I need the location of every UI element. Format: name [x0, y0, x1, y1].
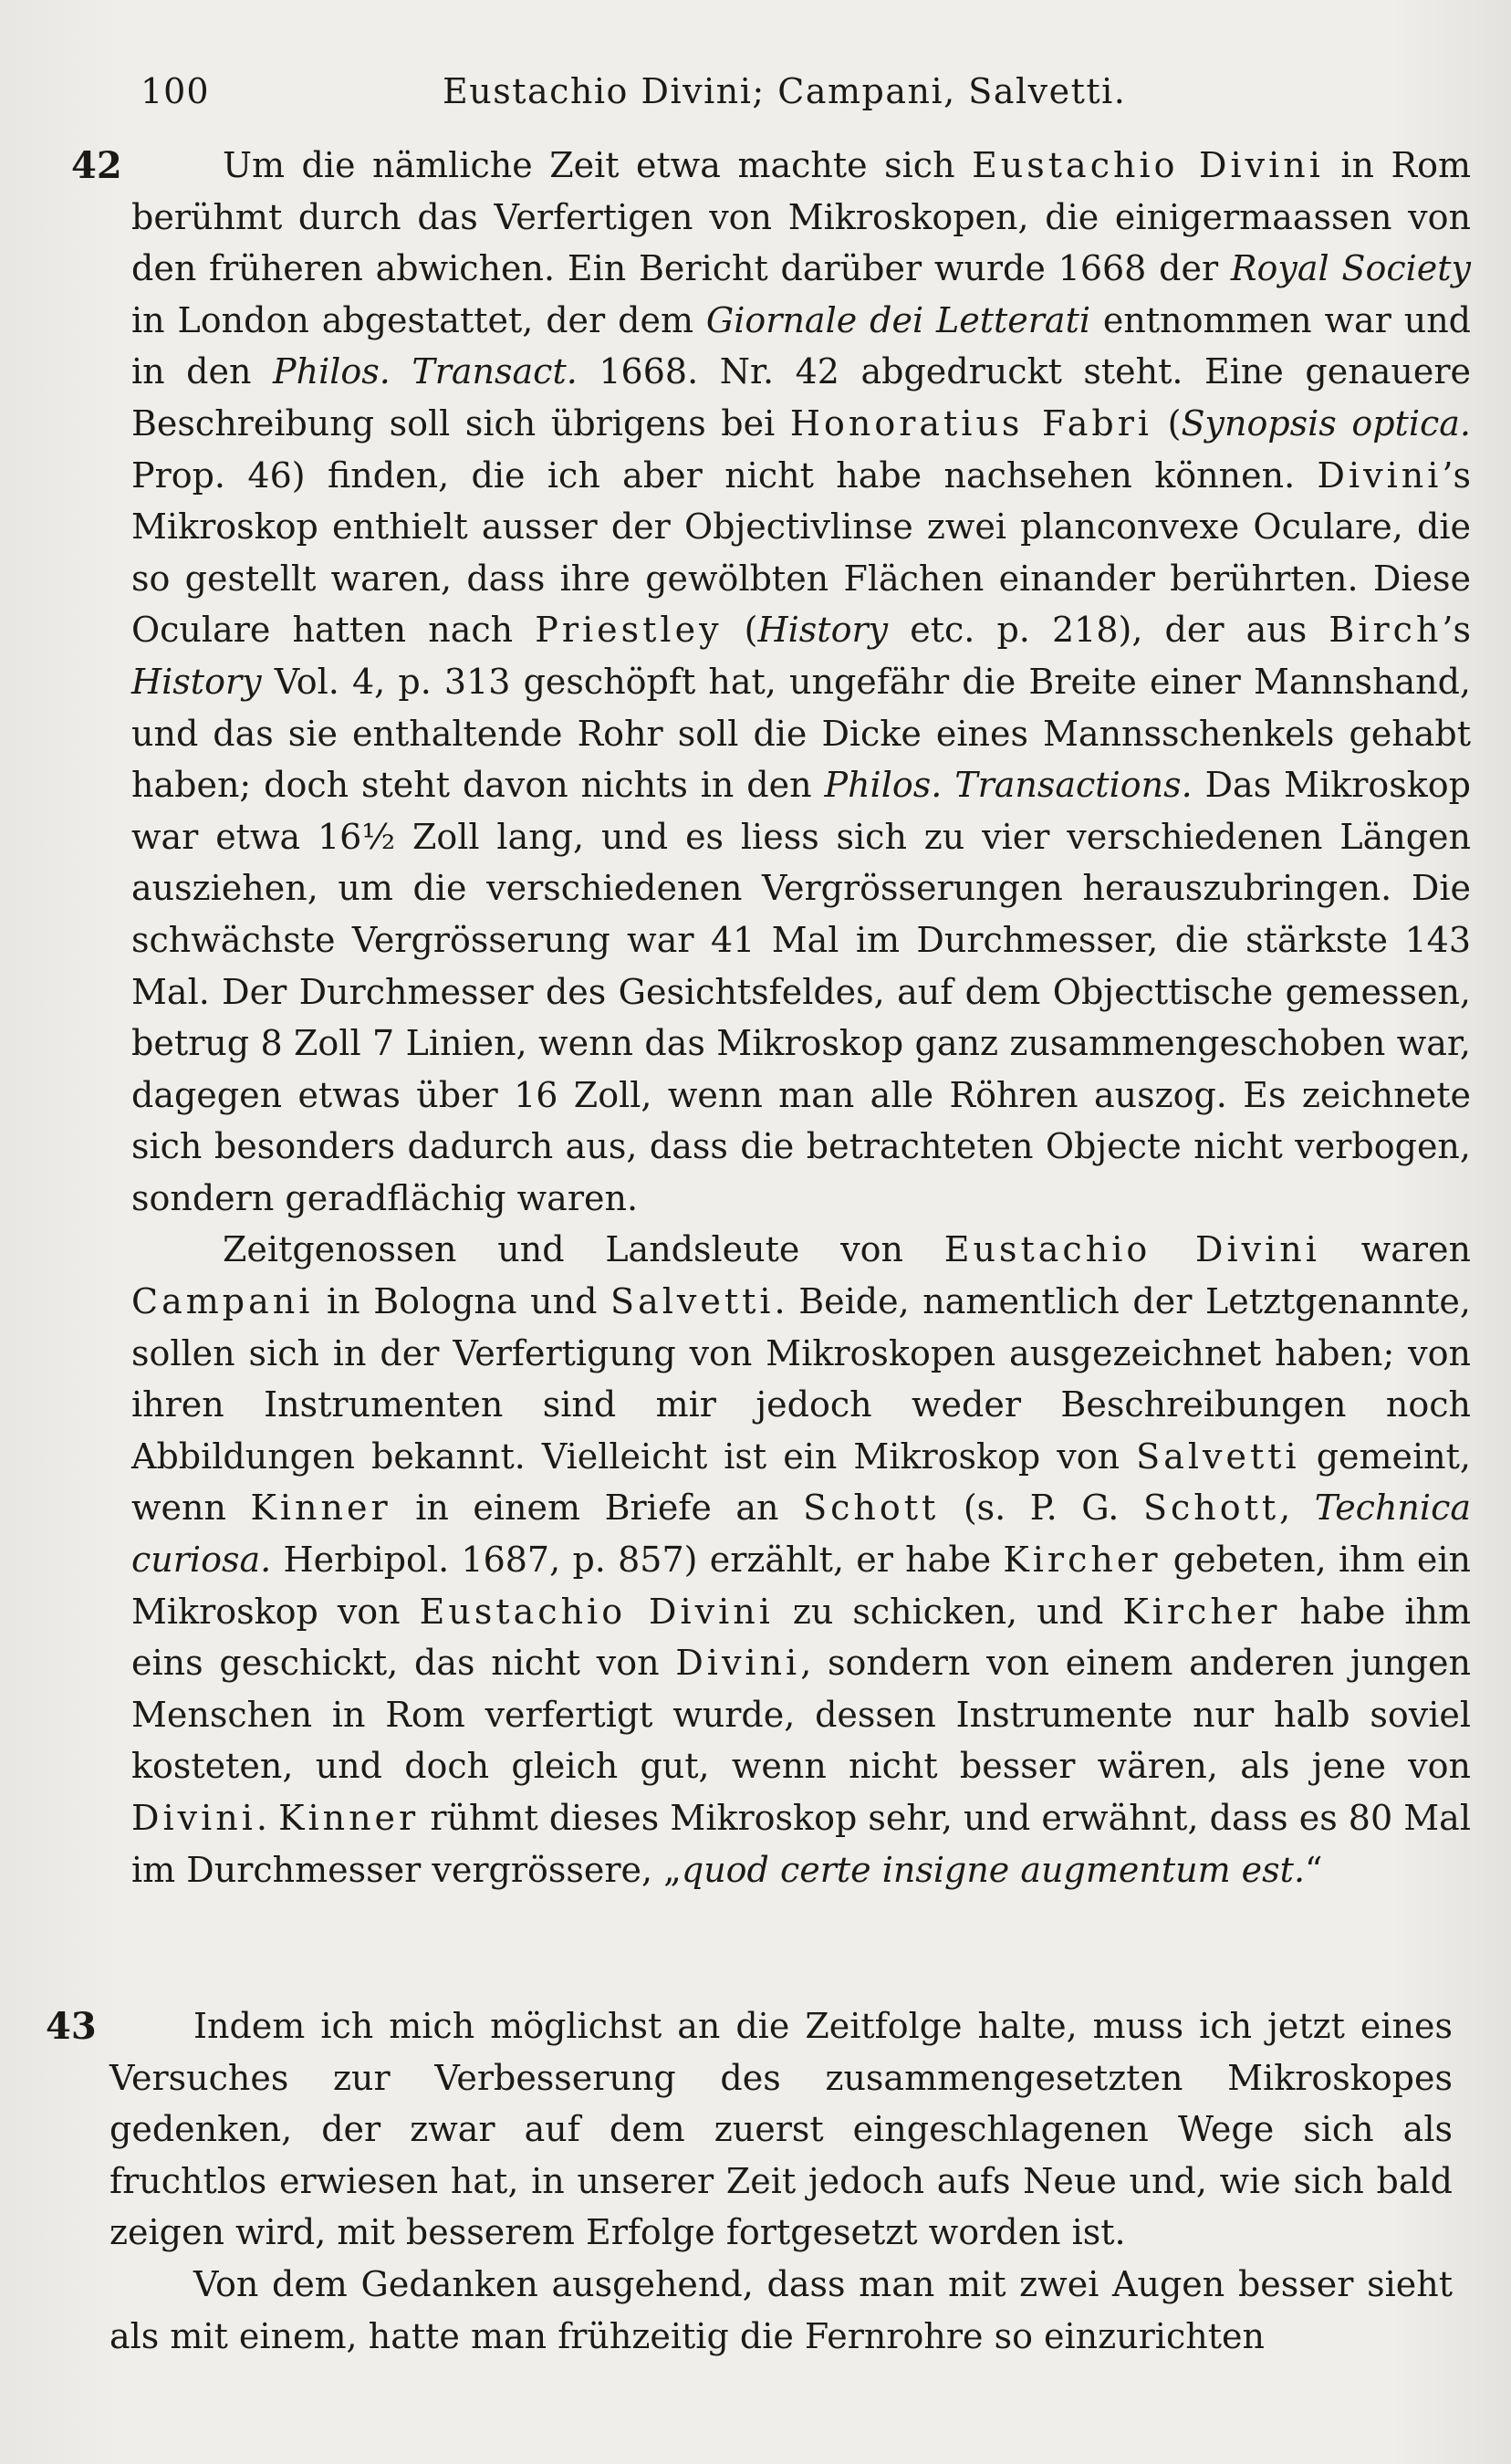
spaced-name: Eustachio Divini	[972, 145, 1324, 185]
text-run: .	[255, 1798, 279, 1838]
paragraph	[131, 140, 1471, 1224]
spaced-name: Eustachio Divini	[943, 1229, 1320, 1270]
italic-text: History	[131, 661, 262, 702]
italic-text: Synopsis optica.	[1181, 402, 1472, 444]
text-run: Zeitgenossen und Landsleute von	[223, 1229, 944, 1270]
text-run: (s. P. G.	[939, 1488, 1143, 1529]
text-run: rühmt dieses Mikroskop sehr, und erwähnt, dass es 80 Mal im Durchmesser vergrössere, „	[131, 1798, 1471, 1890]
text-run: ’s Mikroskop enthielt ausser der Objectivlinse zwei planconvexe Oculare, die so gestellt waren, dass ihre gewölbten Flächen einander berührten. Diese Oculare hatten nach	[131, 454, 1471, 651]
spaced-name: Schott	[803, 1488, 940, 1529]
spaced-name: Eustachio Divini	[419, 1591, 774, 1632]
text-run: (	[722, 610, 758, 651]
text-run: , sondern von einem anderen jungen Menschen in Rom verfertigt wurde, dessen Instrumente nur halb soviel kosteten, und doch gleich gut, wenn nicht besser wären, als jene von	[131, 1643, 1471, 1787]
page-header	[137, 66, 1232, 120]
text-run: gebeten, ihm ein Mikroskop von	[131, 1540, 1471, 1632]
text-run: in Rom berühmt durch das Verfertigen von Mikroskopen, die einigermaassen von den früheren abwichen. Ein Bericht darüber wurde 1668 der	[131, 145, 1471, 289]
text-run: Vol. 4, p. 313 geschöpft hat, ungefähr die Breite einer Mannshand, und das sie enthaltende Rohr soll die Dicke eines Mannsschenkels gehabt haben; doch steht davon nichts in den	[131, 661, 1471, 806]
spaced-name: Campani	[131, 1281, 314, 1322]
text-run: “	[1305, 1849, 1323, 1890]
spaced-name: Schott	[1142, 1488, 1280, 1529]
text-run: zu schicken, und	[773, 1591, 1123, 1632]
text-run: Indem ich mich möglichst an die Zeitfolge halte, muss ich jetzt eines Versuches zur Verbesserung des zusammengesetzten Mikroskopes gedenken, der zwar auf dem zuerst eingeschlagenen Wege sich als fruchtlos erwiesen hat, in unserer Zeit jedoch aufs Neue und, wie sich bald zeigen wird, mit besserem Erfolge fortgesetzt worden ist.	[109, 2006, 1453, 2253]
italic-text: Philos. Transact.	[273, 351, 578, 392]
spaced-name: Divini	[131, 1798, 256, 1838]
paragraph	[131, 1224, 1471, 1895]
section-43-text	[109, 2000, 1453, 2362]
spaced-name: Divini	[1317, 454, 1443, 496]
spaced-name: Divini	[675, 1643, 801, 1684]
text-run: . Beide, namentlich der Letztgenannte, sollen sich in der Verfertigung von Mikroskopen ausgezeichnet haben; von ihren Instrumenten sind mir jedoch weder Beschreibungen noch Abbildungen bekannt. Vielleicht ist ein Mikroskop von	[131, 1281, 1471, 1477]
text-run: (	[1152, 402, 1182, 444]
spaced-name: Priestley	[535, 610, 723, 651]
section-42-text	[131, 140, 1471, 1895]
text-run: in London abgestattet, der dem	[131, 299, 706, 340]
page-number: 100	[141, 71, 210, 111]
text-run: ,	[1279, 1488, 1315, 1529]
text-run: in einem Briefe an	[391, 1488, 804, 1529]
text-run: Prop. 46) finden, die ich aber nicht habe nachsehen können.	[131, 454, 1318, 496]
spaced-name: Salvetti	[1136, 1436, 1300, 1477]
italic-text: quod certe insigne augmentum est.	[681, 1849, 1306, 1890]
spaced-name: Kircher	[1003, 1540, 1162, 1581]
text-run: Herbipol. 1687, p. 857) erzählt, er habe	[271, 1540, 1004, 1581]
section-number-42: 42	[71, 144, 122, 187]
spaced-name: Kircher	[1122, 1591, 1281, 1632]
section-number-43: 43	[46, 2005, 97, 2048]
spaced-name: Salvetti	[610, 1281, 775, 1322]
spaced-name: Kinner	[278, 1798, 420, 1838]
italic-text: Giornale dei Letterati	[705, 299, 1091, 340]
text-run: habe ihm eins geschickt, das nicht von	[131, 1591, 1472, 1684]
text-run: Um die nämliche Zeit etwa machte sich	[223, 145, 973, 185]
spaced-name: Honoratius Fabri	[789, 402, 1153, 444]
text-run: entnommen war und in den	[131, 299, 1471, 392]
text-run: gemeint, wenn	[131, 1436, 1472, 1529]
italic-text: History	[757, 610, 889, 651]
italic-text: Philos. Transactions.	[824, 765, 1193, 806]
paragraph	[109, 2259, 1453, 2362]
spaced-name: Kinner	[250, 1488, 391, 1529]
text-run: Von dem Gedanken ausgehend, dass man mit zwei Augen besser sieht als mit einem, hatte man frühzeitig die Fernrohre so einzurichten	[109, 2263, 1453, 2356]
italic-text: Technica curiosa.	[131, 1488, 1472, 1581]
text-run: ’s	[1442, 610, 1472, 651]
text-run: in Bologna und	[313, 1281, 611, 1322]
text-run: Das Mikroskop war etwa 16½ Zoll lang, und es liess sich zu vier verschiedenen Längen ausziehen, um die verschiedenen Vergrösserungen herauszubringen. Die schwächste Vergrösserung war 41 Mal im Durchmesser, die stärkste 143 Mal. Der Durchmesser des Gesichtsfeldes, auf dem Objecttische gemessen, betrug 8 Zoll 7 Linien, wenn das Mikroskop ganz zusammengeschoben war, dagegen etwas über 16 Zoll, wenn man alle Röhren auszog. Es zeichnete sich besonders dadurch aus, dass die betrachteten Objecte nicht verbogen, sondern geradflächig waren.	[131, 765, 1471, 1218]
italic-text: Royal Society	[1230, 248, 1472, 289]
text-run: 1668. Nr. 42 abgedruckt steht. Eine genauere Beschreibung soll sich übrigens bei	[131, 351, 1471, 444]
spaced-name: Birch	[1329, 610, 1443, 651]
paragraph	[109, 2000, 1453, 2259]
text-run: waren	[1319, 1229, 1471, 1270]
text-run: etc. p. 218), der aus	[888, 610, 1329, 651]
running-head: Eustachio Divini; Campani, Salvetti.	[443, 71, 1127, 111]
